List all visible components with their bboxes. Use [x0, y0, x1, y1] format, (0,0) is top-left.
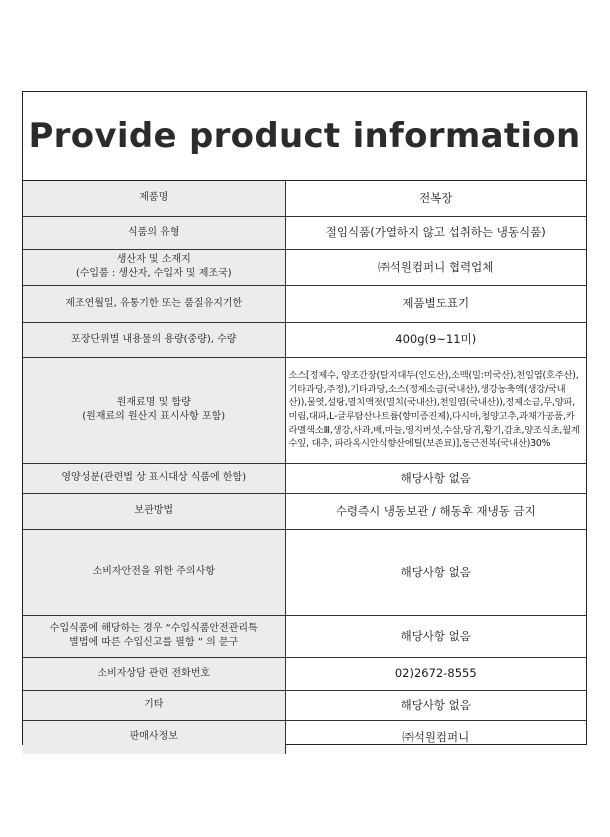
value-ingredients: 소스[정제수, 양조간장(탈지대두(인도산),소맥(밀:미국산),천일염(호주산),기타과당,주정),기타과당,소스(정제소금(국내산),생강농축액(생강/국내산)),물엿,설탕,멸치액젓(멸치(국내산),천일염(국내산)),정제소금,무,양파,미림,대파,L-글루탐산나트륨(향미증진제),다시마,청양고추,과채가공품,카라멜색소Ⅲ,생강,사과,배,마늘,영지버섯,수삼,당귀,황기,감초,양조식초,월계수잎, 대추, 파라옥시안식향산에틸(보존료)],동근전복(국내산)30%	[285, 357, 586, 463]
label-producer	[23, 249, 285, 285]
value-import: 해당사항 없음	[285, 615, 586, 657]
label-product-name: 제품명	[23, 181, 285, 216]
table-row	[23, 249, 586, 285]
label-seller: 판매사정보	[23, 720, 285, 754]
value-food-type: 절임식품(가열하지 않고 섭취하는 냉동식품)	[285, 216, 586, 249]
table-row	[23, 285, 586, 322]
label-etc: 기타	[23, 690, 285, 720]
label-import	[23, 615, 285, 657]
value-capacity: 400g(9~11미)	[285, 322, 586, 357]
value-safety: 해당사항 없음	[285, 529, 586, 615]
value-seller: ㈜석원컴퍼니	[285, 720, 586, 754]
value-manufacture-date: 제품별도표기	[285, 285, 586, 322]
label-producer-line1: 생산자 및 소재지	[116, 254, 191, 265]
product-info-sheet	[22, 91, 587, 745]
label-nutrition: 영양성분(관련법 상 표시대상 식품에 한함)	[23, 463, 285, 493]
table-row	[23, 181, 586, 216]
value-storage: 수령즉시 냉동보관 / 해동후 재냉동 금지	[285, 493, 586, 529]
label-manufacture-date: 제조연월일, 유통기한 또는 품질유지기한	[23, 285, 285, 322]
label-import-line2: 별법에 따른 수입신고를 필함 ” 의 문구	[69, 637, 239, 648]
table-row	[23, 529, 586, 615]
value-product-name: 전복장	[285, 181, 586, 216]
table-row	[23, 463, 586, 493]
label-ingredients	[23, 357, 285, 463]
table-row	[23, 357, 586, 463]
value-etc: 해당사항 없음	[285, 690, 586, 720]
title-box	[23, 92, 586, 181]
label-import-line1: 수입식품에 해당하는 경우 “수입식품안전관리특	[49, 623, 258, 634]
label-storage: 보관방법	[23, 493, 285, 529]
table-row	[23, 493, 586, 529]
table-row	[23, 615, 586, 657]
table-row	[23, 216, 586, 249]
label-phone: 소비자상담 관련 전화번호	[23, 657, 285, 690]
label-safety: 소비자안전을 위한 주의사항	[23, 529, 285, 615]
table-row	[23, 657, 586, 690]
label-ingredients-line2: (원재료의 원산지 표시사항 포함)	[82, 411, 226, 422]
page-title: Provide product information	[28, 116, 581, 156]
table-row	[23, 322, 586, 357]
label-capacity: 포장단위별 내용물의 용량(중량), 수량	[23, 322, 285, 357]
label-producer-line2: (수입품 : 생산자, 수입자 및 제조국)	[75, 268, 232, 279]
value-nutrition: 해당사항 없음	[285, 463, 586, 493]
table-row	[23, 720, 586, 754]
value-producer: ㈜석원컴퍼니 협력업체	[285, 249, 586, 285]
product-info-table	[23, 181, 586, 754]
value-phone: 02)2672-8555	[285, 657, 586, 690]
table-row	[23, 690, 586, 720]
label-food-type: 식품의 유형	[23, 216, 285, 249]
label-ingredients-line1: 원재료명 및 함량	[116, 397, 191, 408]
